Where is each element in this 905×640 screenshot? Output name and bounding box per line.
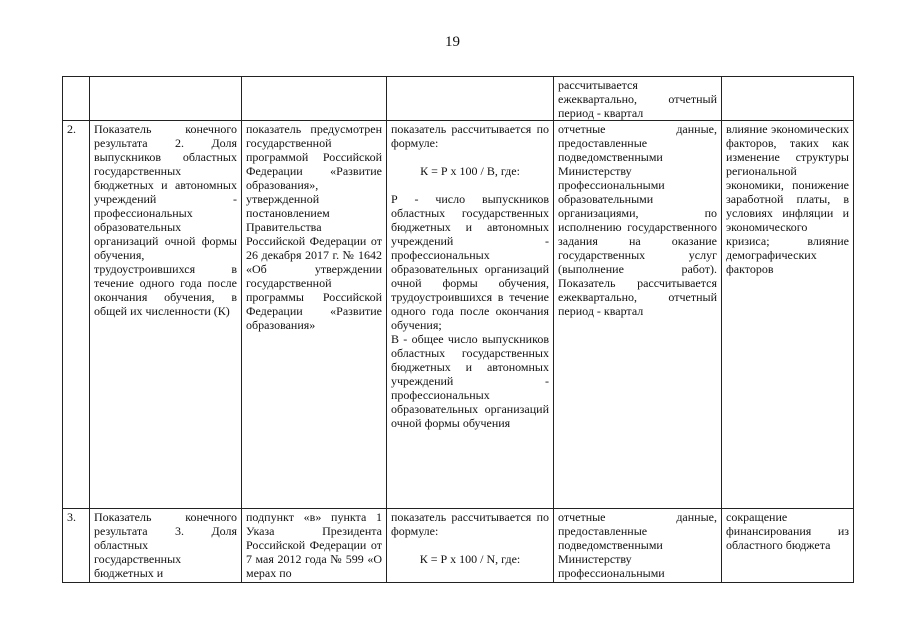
cell-method: [387, 121, 554, 509]
cell-num: 2.: [63, 121, 90, 509]
cell-indicator: Показатель конечного результата 2. Доля выпускников областных государственных бюджетных и автономных учреждений - профессиональных образовательных организаций очной формы обучения, трудоустроившихся в течение одного года после окончания обучения, в общей их численности (К): [90, 121, 242, 509]
method-p-definition: Р - число выпускников областных государственных бюджетных и автономных учреждений - профессиональных образовательных организаций очной формы обучения, трудоустроившихся в течение одного года после окончания обучения;: [391, 192, 549, 332]
cell-indicator: [90, 77, 242, 121]
method-intro: показатель рассчитывается по формуле:: [391, 510, 549, 538]
cell-source: отчетные данные, предоставленные подведомственными Министерству профессиональными: [554, 509, 722, 583]
table-row-continuation: [63, 77, 854, 121]
cell-source: рассчитывается ежеквартально, отчетный период - квартал: [554, 77, 722, 121]
cell-basis: [242, 77, 387, 121]
cell-factors: сокращение финансирования из областного бюджета: [722, 509, 854, 583]
cell-basis: показатель предусмотрен государственной программой Российской Федерации «Развитие образования», утвержденной постановлением Правительства Российской Федерации от 26 декабря 2017 г. № 1642 «Об утверждении государственной программы Российской Федерации «Развитие образования»: [242, 121, 387, 509]
cell-num: 3.: [63, 509, 90, 583]
cell-factors: влияние экономических факторов, таких как изменение структуры региональной экономики, понижение заработной платы, в условиях инфляции и экономического кризиса; влияние демографических факторов: [722, 121, 854, 509]
cell-method: [387, 77, 554, 121]
method-intro: показатель рассчитывается по формуле:: [391, 122, 549, 150]
table-row-indicator-2: [63, 121, 854, 509]
method-b-definition: В - общее число выпускников областных государственных бюджетных и автономных учреждений - профессиональных образовательных организаций очной формы обучения: [391, 332, 549, 430]
page-number: 19: [445, 34, 460, 50]
cell-method: [387, 509, 554, 583]
formula: К = Р х 100 / В, где:: [420, 164, 520, 178]
cell-indicator: Показатель конечного результата 3. Доля областных государственных бюджетных и: [90, 509, 242, 583]
cell-source: отчетные данные, предоставленные подведомственными Министерству профессиональными образовательными организациями, по исполнению государственного задания на оказание государственных услуг (выполнение работ). Показатель рассчитывается ежеквартально, отчетный период - квартал: [554, 121, 722, 509]
cell-num: [63, 77, 90, 121]
cell-basis: подпункт «в» пункта 1 Указа Президента Российской Федерации от 7 мая 2012 года № 599 «О мерах по: [242, 509, 387, 583]
indicators-table: [62, 76, 854, 583]
cell-factors: [722, 77, 854, 121]
table-row-indicator-3: [63, 509, 854, 583]
formula: К = Р х 100 / N, где:: [419, 552, 521, 566]
